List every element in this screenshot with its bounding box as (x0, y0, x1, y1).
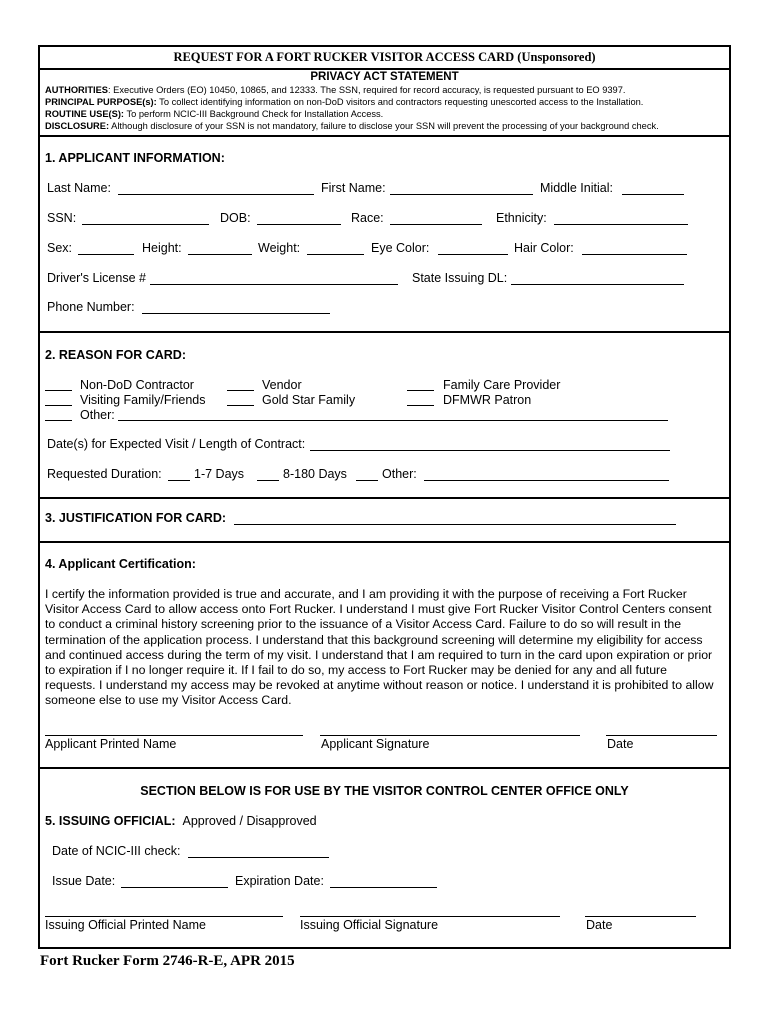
official-signature-label: Issuing Official Signature (300, 918, 439, 932)
official-printed-name-label: Issuing Official Printed Name (45, 918, 206, 932)
phone-label: Phone Number: (47, 300, 135, 314)
authorities-text: : Executive Orders (EO) 10450, 10865, and 12333. The SSN, required for record accuracy, is requested pursuant to EO 9397. (108, 85, 626, 95)
ethnicity-field[interactable] (554, 224, 688, 225)
first-name-label: First Name: (321, 181, 386, 195)
routine-label: ROUTINE USE(S): (45, 109, 125, 119)
issue-date-label: Issue Date: (52, 874, 116, 888)
expiration-date-label: Expiration Date: (235, 874, 324, 888)
form-title: REQUEST FOR A FORT RUCKER VISITOR ACCESS CARD (Unsponsored) (173, 50, 596, 64)
last-name-field[interactable] (118, 194, 314, 195)
issue-date-field[interactable] (121, 887, 228, 888)
official-printed-name-field[interactable] (45, 916, 283, 917)
divider (38, 767, 731, 769)
family-care-checkbox[interactable] (407, 390, 434, 391)
ncic-date-label: Date of NCIC-III check: (52, 844, 181, 858)
vendor-checkbox[interactable] (227, 390, 254, 391)
duration-1-7-label: 1-7 Days (194, 467, 245, 481)
disclosure-label: DISCLOSURE: (45, 121, 110, 131)
duration-other-label: Other: (382, 467, 417, 481)
race-label: Race: (351, 211, 384, 225)
other-field[interactable] (118, 420, 668, 421)
state-issuing-field[interactable] (511, 284, 684, 285)
ssn-field[interactable] (82, 224, 209, 225)
section2-heading: 2. REASON FOR CARD: (45, 348, 186, 362)
nondod-checkbox[interactable] (45, 390, 72, 391)
divider (38, 541, 731, 543)
sex-field[interactable] (78, 254, 134, 255)
weight-field[interactable] (307, 254, 364, 255)
middle-initial-field[interactable] (622, 194, 684, 195)
purpose-text: To collect identifying information on non-DoD visitors and contractors requesting unescorted access to the Installation. (156, 97, 644, 107)
middle-initial-label: Middle Initial: (540, 181, 613, 195)
official-date-label: Date (586, 918, 613, 932)
eye-color-field[interactable] (438, 254, 508, 255)
dfmwr-label: DFMWR Patron (443, 393, 532, 407)
ssn-label: SSN: (47, 211, 77, 225)
duration-1-7-checkbox[interactable] (168, 480, 190, 481)
phone-field[interactable] (142, 313, 330, 314)
last-name-label: Last Name: (47, 181, 111, 195)
approval-options: Approved / Disapproved (182, 814, 317, 828)
drivers-license-field[interactable] (150, 284, 398, 285)
gold-star-label: Gold Star Family (262, 393, 356, 407)
applicant-printed-name-field[interactable] (45, 735, 303, 736)
visit-dates-field[interactable] (310, 450, 670, 451)
privacy-authorities (45, 85, 626, 95)
duration-label: Requested Duration: (47, 467, 162, 481)
visit-dates-label: Date(s) for Expected Visit / Length of Contract: (47, 437, 306, 451)
applicant-date-label: Date (607, 737, 634, 751)
certification-text: I certify the information provided is true and accurate, and I am providing it with the purpose of receiving a Fort Rucker Visitor Access Card to allow access onto Fort Rucker. I understand I must give Fort Rucker Visitor Control Centers consent to conduct a criminal history screening prior to the issuance of a Visitor Access Card. Failure to do so will result in the termination of the application process. I understand that this background screening will determine my eligibility for access and continued access during the term of my visit. I understand that I am required to turn in the card upon expiration or prior to expiration if I no longer require it. If I fail to do so, my access to Fort Rucker may be denied for any and all future requests. I understand my access may be revoked at anytime without reason or notice. I understand it is prohibited to allow someone else to use my Visitor Access Card. (45, 587, 714, 708)
sex-label: Sex: (47, 241, 73, 255)
official-signature-field[interactable] (300, 916, 560, 917)
section5-heading: 5. ISSUING OFFICIAL: (45, 814, 176, 828)
divider (38, 497, 731, 499)
applicant-date-field[interactable] (606, 735, 717, 736)
gold-star-checkbox[interactable] (227, 405, 254, 406)
first-name-field[interactable] (390, 194, 533, 195)
visiting-label: Visiting Family/Friends (80, 393, 206, 407)
ncic-date-field[interactable] (188, 857, 329, 858)
purpose-label: PRINCIPAL PURPOSE(s): (45, 97, 157, 107)
applicant-printed-name-label: Applicant Printed Name (45, 737, 177, 751)
other-label: Other: (80, 408, 115, 422)
privacy-routine (45, 109, 383, 119)
state-issuing-label: State Issuing DL: (412, 271, 508, 285)
justification-field[interactable] (234, 524, 676, 525)
dob-label: DOB: (220, 211, 251, 225)
section4-heading: 4. Applicant Certification: (45, 557, 196, 571)
other-checkbox[interactable] (45, 420, 72, 421)
section1-heading: 1. APPLICANT INFORMATION: (45, 151, 225, 165)
duration-8-180-checkbox[interactable] (257, 480, 279, 481)
ethnicity-label: Ethnicity: (496, 211, 547, 225)
form-number: Fort Rucker Form 2746-R-E, APR 2015 (40, 953, 295, 969)
eye-color-label: Eye Color: (371, 241, 430, 255)
race-field[interactable] (390, 224, 482, 225)
applicant-signature-field[interactable] (320, 735, 580, 736)
routine-text: To perform NCIC-III Background Check for Installation Access. (124, 109, 384, 119)
duration-other-field[interactable] (424, 480, 669, 481)
expiration-date-field[interactable] (330, 887, 437, 888)
authorities-label: AUTHORITIES (45, 85, 109, 95)
office-only-heading: SECTION BELOW IS FOR USE BY THE VISITOR CONTROL CENTER OFFICE ONLY (140, 784, 629, 798)
divider (38, 68, 731, 70)
divider (38, 135, 731, 137)
privacy-heading: PRIVACY ACT STATEMENT (310, 71, 459, 83)
privacy-disclosure (45, 121, 659, 131)
weight-label: Weight: (258, 241, 301, 255)
duration-8-180-label: 8-180 Days (283, 467, 347, 481)
hair-color-field[interactable] (582, 254, 687, 255)
duration-other-checkbox[interactable] (356, 480, 378, 481)
dob-field[interactable] (257, 224, 341, 225)
height-label: Height: (142, 241, 182, 255)
privacy-purpose (45, 97, 643, 107)
disclosure-text: Although disclosure of your SSN is not mandatory, failure to disclose your SSN will prevent the processing of your background check. (109, 121, 659, 131)
vendor-label: Vendor (262, 378, 302, 392)
section5-row (45, 814, 317, 828)
height-field[interactable] (188, 254, 252, 255)
divider (38, 331, 731, 333)
visiting-checkbox[interactable] (45, 405, 72, 406)
family-care-label: Family Care Provider (443, 378, 561, 392)
official-date-field[interactable] (585, 916, 696, 917)
section3-heading: 3. JUSTIFICATION FOR CARD: (45, 511, 227, 525)
drivers-license-label: Driver's License # (47, 271, 146, 285)
applicant-signature-label: Applicant Signature (321, 737, 430, 751)
hair-color-label: Hair Color: (514, 241, 574, 255)
dfmwr-checkbox[interactable] (407, 405, 434, 406)
nondod-label: Non-DoD Contractor (80, 378, 194, 392)
